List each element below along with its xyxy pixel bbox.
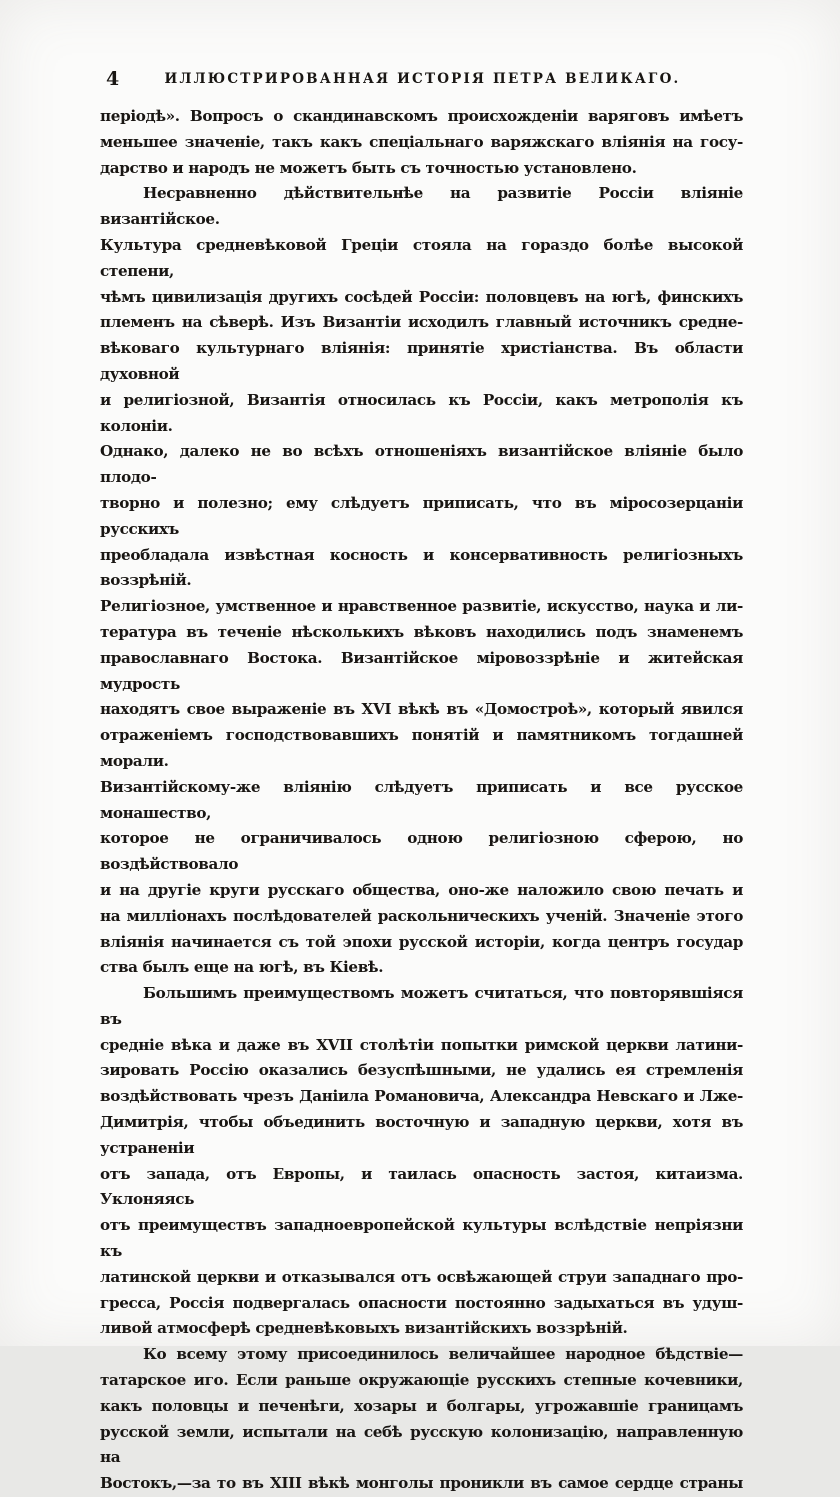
- page-number: 4: [106, 68, 120, 90]
- text-line: Культура средневѣковой Греціи стояла на гораздо болѣе высокой степени,: [100, 235, 743, 280]
- text-line: татарское иго. Если раньше окружающіе русскихъ степные кочевники,: [100, 1371, 743, 1390]
- page-text: [100, 104, 743, 1497]
- text-line: отъ запада, отъ Европы, и таилась опасность застоя, китаизма. Уклоняясь: [100, 1164, 743, 1209]
- text-line: племенъ на сѣверѣ. Изъ Византіи исходилъ главный источникъ средне-: [100, 313, 743, 332]
- text-line: зировать Россію оказались безуспѣшными, не удались ея стремленія: [100, 1061, 743, 1080]
- text-line: Димитрія, чтобы объединить восточную и западную церкви, хотя въ устраненіи: [100, 1113, 743, 1157]
- text-line: вѣковаго культурнаго вліянія: принятіе христіанства. Въ области духовной: [100, 339, 743, 383]
- running-title: ИЛЛЮСТРИРОВАННАЯ ИСТОРІЯ ПЕТРА ВЕЛИКАГО.: [164, 71, 681, 87]
- text-line: Однако, далеко не во всѣхъ отношеніяхъ византійское вліяніе было плодо-: [100, 442, 743, 487]
- text-line: отъ преимуществъ западноевропейской культуры вслѣдствіе непріязни къ: [100, 1216, 743, 1261]
- paragraph: [100, 104, 743, 181]
- paragraph: [100, 181, 743, 981]
- text-line: ливой атмосферѣ средневѣковыхъ византійскихъ воззрѣній.: [100, 1319, 628, 1338]
- text-line: ства былъ еще на югѣ, въ Кіевѣ.: [100, 958, 384, 977]
- text-line: Востокъ,—за то въ XIII вѣкѣ монголы проникли въ самое сердце страны: [100, 1474, 743, 1493]
- text-line: и религіозной, Византія относилась къ Россіи, какъ метрополія къ колоніи.: [100, 390, 743, 435]
- text-line: находятъ свое выраженіе въ XVI вѣкѣ въ «Домостроѣ», который явился: [100, 700, 743, 719]
- text-line: меньшее значеніе, такъ какъ спеціальнаго варяжскаго вліянія на госу-: [100, 132, 743, 151]
- text-line: гресса, Россія подвергалась опасности постоянно задыхаться въ удуш-: [100, 1293, 743, 1312]
- text-line: Ко всему этому присоединилось величайшее народное бѣдствіе—: [143, 1345, 743, 1364]
- text-line: преобладала извѣстная косность и консервативность религіозныхъ воззрѣній.: [100, 545, 743, 590]
- text-line: которое не ограничивалось одною религіозною сферою, но воздѣйствовало: [100, 829, 743, 874]
- text-line: Несравненно дѣйствительнѣе на развитіе Россіи вліяніе византійское.: [100, 184, 743, 229]
- text-line: тература въ теченіе нѣсколькихъ вѣковъ находились подъ знаменемъ: [100, 622, 743, 641]
- text-line: Византійскому-же вліянію слѣдуетъ приписать и все русское монашество,: [100, 777, 743, 822]
- paragraph: [100, 1342, 743, 1497]
- text-line: русской земли, испытали на себѣ русскую колонизацію, направленную на: [100, 1422, 743, 1467]
- text-line: чѣмъ цивилизація другихъ сосѣдей Россіи: половцевъ на югѣ, финскихъ: [100, 287, 743, 306]
- text-line: на милліонахъ послѣдователей раскольническихъ ученій. Значеніе этого: [100, 906, 743, 925]
- text-line: дарство и народъ не можетъ быть съ точностью установлено.: [100, 158, 637, 177]
- text-line: вліянія начинается съ той эпохи русской исторіи, когда центръ государ: [100, 932, 743, 951]
- text-line: средніе вѣка и даже въ XVII столѣтіи попытки римской церкви латини-: [100, 1035, 743, 1054]
- text-line: періодѣ». Вопросъ о скандинавскомъ происхожденіи варяговъ имѣетъ: [100, 107, 743, 125]
- paragraph: [100, 981, 743, 1342]
- text-line: Религіозное, умственное и нравственное развитіе, искусство, наука и ли-: [100, 597, 743, 616]
- text-line: отраженіемъ господствовавшихъ понятій и памятникомъ тогдашней морали.: [100, 726, 743, 770]
- text-line: какъ половцы и печенѣги, хозары и болгары, угрожавшіе границамъ: [100, 1396, 743, 1415]
- text-line: творно и полезно; ему слѣдуетъ приписать, что въ міросозерцаніи русскихъ: [100, 493, 743, 538]
- text-line: латинской церкви и отказывался отъ освѣжающей струи западнаго про-: [100, 1267, 743, 1286]
- text-line: Большимъ преимуществомъ можетъ считаться, что повторявшіяся въ: [100, 984, 743, 1028]
- running-head: [100, 68, 745, 92]
- text-line: воздѣйствовать чрезъ Даніила Романовича, Александра Невскаго и Лже-: [100, 1087, 743, 1106]
- text-line: православнаго Востока. Византійское міровоззрѣніе и житейская мудрость: [100, 648, 743, 693]
- text-line: и на другіе круги русскаго общества, оно-же наложило свою печать и: [100, 880, 743, 899]
